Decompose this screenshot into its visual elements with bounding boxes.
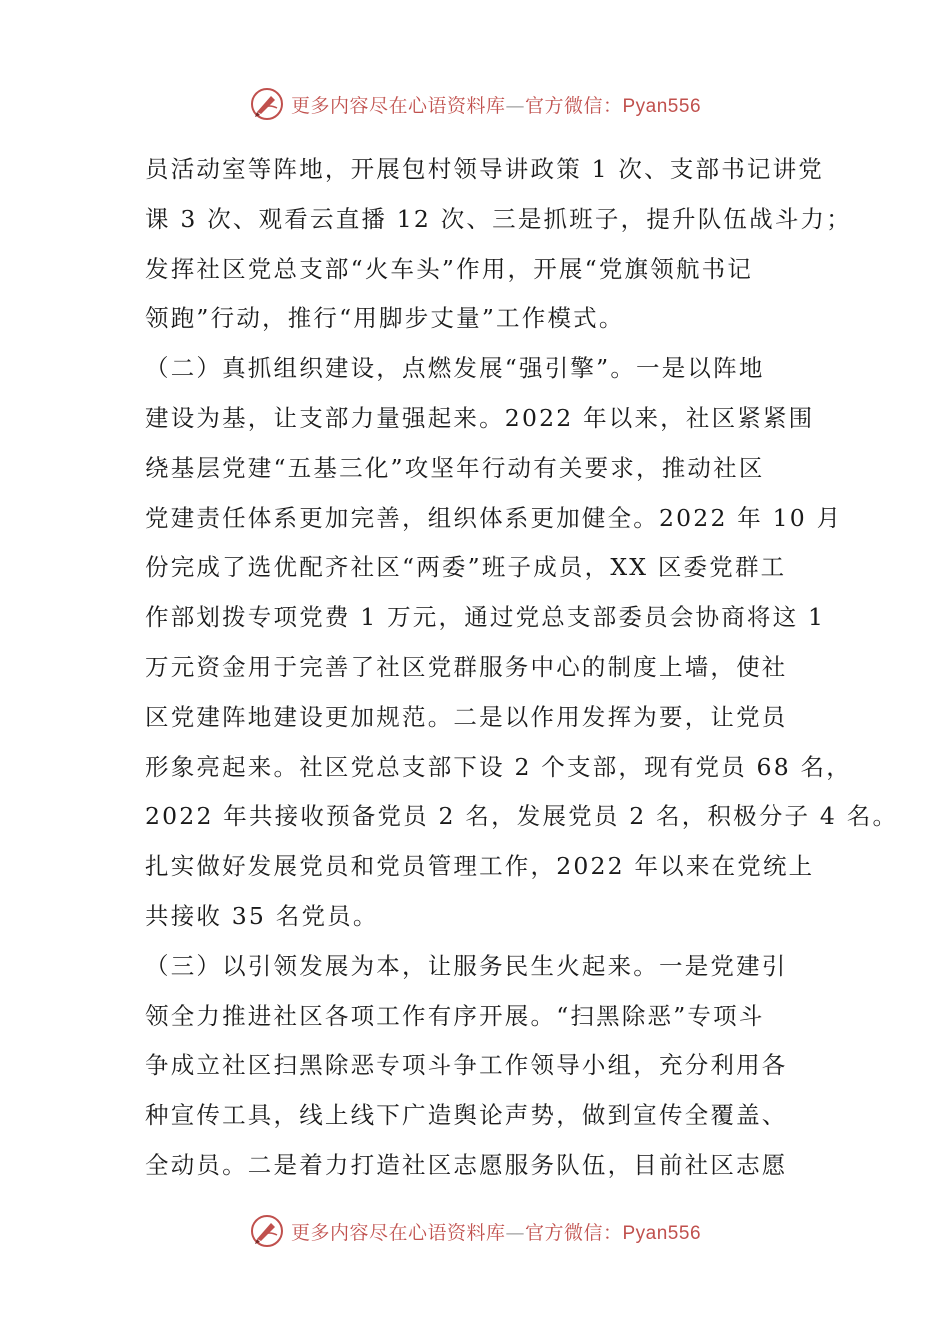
text-line: 领全力推进社区各项工作有序开展。“扫黑除恶”专项斗 — [145, 1001, 765, 1030]
text-line: 万元资金用于完善了社区党群服务中心的制度上墙，使社 — [145, 652, 788, 681]
banner-text: 更多内容尽在心语资料库—官方微信：Pyan556 — [290, 94, 702, 117]
text-line: 形象亮起来。社区党总支部下设 2 个支部，现有党员 68 名， — [145, 752, 852, 781]
text-line: （三）以引领发展为本，让服务民生火起来。一是党建引 — [145, 951, 788, 980]
text-line: 作部划拨专项党费 1 万元，通过党总支部委员会协商将这 1 — [145, 603, 826, 632]
text-line: 党建责任体系更加完善，组织体系更加健全。2022 年 10 月 — [145, 503, 843, 532]
text-line: 员活动室等阵地，开展包村领导讲政策 1 次、支部书记讲党 — [145, 155, 824, 183]
text-line: 区党建阵地建设更加规范。二是以作用发挥为要，让党员 — [145, 702, 788, 731]
document-body — [145, 149, 899, 1195]
text-line: 争成立社区扫黑除恶专项斗争工作领导小组，充分利用各 — [145, 1051, 788, 1080]
text-line: 共接收 35 名党员。 — [145, 901, 379, 930]
pen-logo-icon — [249, 86, 285, 122]
text-line: 全动员。二是着力打造社区志愿服务队伍，目前社区志愿 — [145, 1150, 788, 1179]
text-line: 发挥社区党总支部“火车头”作用，开展“党旗领航书记 — [145, 254, 754, 283]
text-line: （二）真抓组织建设，点燃发展“强引擎”。一是以阵地 — [145, 354, 765, 383]
pen-logo-icon — [249, 1213, 285, 1249]
header-banner — [0, 84, 950, 124]
text-line: 份完成了选优配齐社区“两委”班子成员，XX 区委党群工 — [145, 553, 787, 582]
text-line: 课 3 次、观看云直播 12 次、三是抓班子，提升队伍战斗力； — [145, 204, 852, 233]
banner-text: 更多内容尽在心语资料库—官方微信：Pyan556 — [290, 1221, 702, 1244]
text-line: 种宣传工具，线上线下广造舆论声势，做到宣传全覆盖、 — [145, 1101, 788, 1130]
text-line: 2022 年共接收预备党员 2 名，发展党员 2 名，积极分子 4 名。 — [145, 802, 899, 831]
text-line: 绕基层党建“五基三化”攻坚年行动有关要求，推动社区 — [145, 453, 765, 482]
text-line: 建设为基，让支部力量强起来。2022 年以来，社区紧紧围 — [145, 403, 815, 432]
text-line: 扎实做好发展党员和党员管理工作，2022 年以来在党统上 — [145, 852, 815, 881]
text-line: 领跑”行动，推行“用脚步丈量”工作模式。 — [145, 304, 625, 333]
footer-banner — [0, 1211, 950, 1251]
